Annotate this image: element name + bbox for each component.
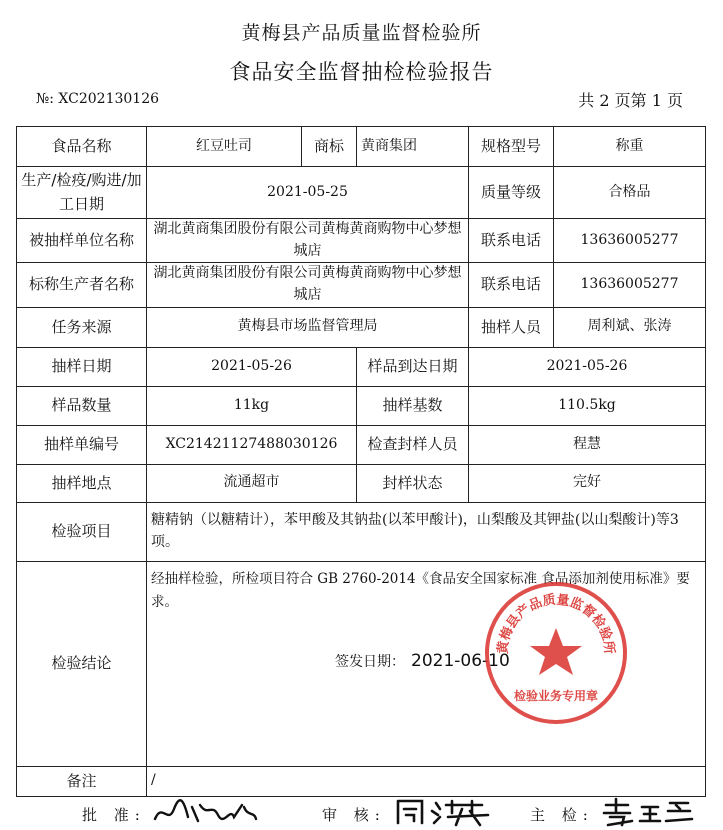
place-label: 抽样地点 xyxy=(17,464,147,502)
review-signature xyxy=(392,797,502,827)
base-label: 抽样基数 xyxy=(357,386,469,425)
grade-label: 质量等级 xyxy=(469,167,554,219)
spec-value: 称重 xyxy=(554,127,706,167)
doc-number-label: №: xyxy=(36,91,54,107)
stamp-top-text: 黄梅县产品质量监督检验所 xyxy=(495,592,617,655)
conclusion-label: 检验结论 xyxy=(17,561,147,766)
stamp-bottom-text: 检验业务专用章 xyxy=(513,688,599,703)
review-label: 审 核: xyxy=(322,806,386,824)
org-title: 黄梅县产品质量监督检验所 xyxy=(241,22,482,44)
phone-label-2: 联系电话 xyxy=(469,263,554,307)
approve-label: 批 准: xyxy=(82,806,146,824)
date-value: 2021-05-25 xyxy=(147,167,469,219)
producer-label: 标称生产者名称 xyxy=(17,263,147,307)
grade-value: 合格品 xyxy=(554,167,706,219)
brand-value: 黄商集团 xyxy=(357,127,469,167)
page-indicator: 共 2 页第 1 页 xyxy=(578,91,683,110)
sampler-label: 抽样人员 xyxy=(469,307,554,347)
doc-number-value: XC202130126 xyxy=(58,91,160,107)
date-label: 生产/检疫/购进/加工日期 xyxy=(17,167,147,219)
task-source-value: 黄梅县市场监督管理局 xyxy=(147,307,469,347)
phone-value-2: 13636005277 xyxy=(554,263,706,307)
remark-label: 备注 xyxy=(17,766,147,796)
main-inspector-signature xyxy=(598,797,698,827)
remark-value: / xyxy=(147,766,706,796)
official-stamp xyxy=(481,578,631,736)
brand-label: 商标 xyxy=(302,127,357,167)
doc-number xyxy=(36,91,159,107)
conclusion-text: 经抽样检验，所检项目符合 GB 2760-2014《食品安全国家标准 食品添加剂使用标准》要求。 xyxy=(151,570,690,610)
sampling-date-label: 抽样日期 xyxy=(17,347,147,386)
phone-label-1: 联系电话 xyxy=(469,219,554,263)
seal-state-label: 封样状态 xyxy=(357,464,469,502)
sealer-value: 程慧 xyxy=(469,425,706,464)
base-value: 110.5kg xyxy=(469,386,706,425)
sheet-no-value: XC21421127488030126 xyxy=(147,425,357,464)
quantity-value: 11kg xyxy=(147,386,357,425)
seal-state-value: 完好 xyxy=(469,464,706,502)
task-source-label: 任务来源 xyxy=(17,307,147,347)
issue-date-value: 2021-06-10 xyxy=(411,650,510,671)
report-title: 食品安全监督抽检检验报告 xyxy=(229,60,494,84)
conclusion-cell xyxy=(147,561,706,766)
stamp-star-icon xyxy=(530,628,582,675)
spec-label: 规格型号 xyxy=(469,127,554,167)
sealer-label: 检查封样人员 xyxy=(357,425,469,464)
place-value: 流通超市 xyxy=(147,464,357,502)
arrival-date-label: 样品到达日期 xyxy=(357,347,469,386)
issue-date-label: 签发日期： xyxy=(335,653,405,670)
main-inspector-label: 主 检: xyxy=(530,806,594,824)
sampled-unit-label: 被抽样单位名称 xyxy=(17,219,147,263)
items-label: 检验项目 xyxy=(17,502,147,561)
food-name-label: 食品名称 xyxy=(17,127,147,167)
items-value: 糖精钠（以糖精计），苯甲酸及其钠盐(以苯甲酸计)，山梨酸及其钾盐(以山梨酸计)等3项。 xyxy=(147,502,706,561)
arrival-date-value: 2021-05-26 xyxy=(469,347,706,386)
quantity-label: 样品数量 xyxy=(17,386,147,425)
sampled-unit-value: 湖北黄商集团股份有限公司黄梅黄商购物中心梦想城店 xyxy=(147,219,469,263)
sampling-date-value: 2021-05-26 xyxy=(147,347,357,386)
phone-value-1: 13636005277 xyxy=(554,219,706,263)
food-name-value: 红豆吐司 xyxy=(147,127,302,167)
sheet-no-label: 抽样单编号 xyxy=(17,425,147,464)
report-table xyxy=(16,126,706,797)
sampler-value: 周利斌、张涛 xyxy=(554,307,706,347)
approve-signature xyxy=(150,797,260,827)
producer-value: 湖北黄商集团股份有限公司黄梅黄商购物中心梦想城店 xyxy=(147,263,469,307)
